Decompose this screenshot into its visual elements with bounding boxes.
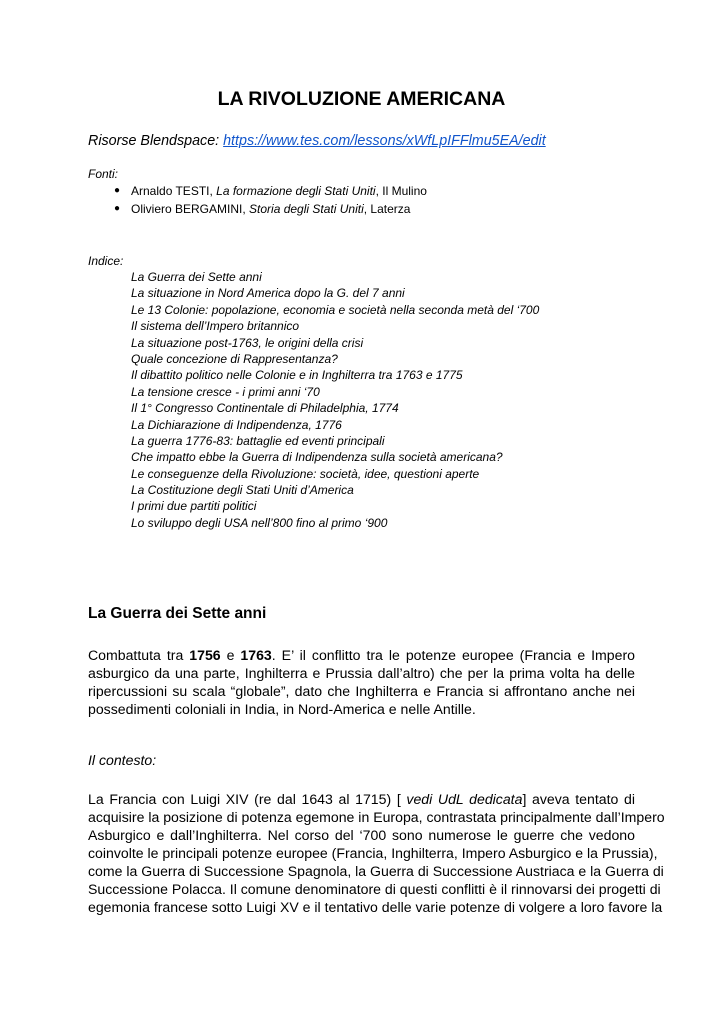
blendspace-link[interactable]: https://www.tes.com/lessons/xWfLpIFFlmu5EA/edit bbox=[223, 133, 546, 149]
bullet-icon: ● bbox=[114, 203, 121, 214]
document-title: LA RIVOLUZIONE AMERICANA bbox=[217, 88, 506, 110]
toc-text: La Costituzione degli Stati Uniti d’America bbox=[131, 483, 354, 498]
toc-text: Le 13 Colonie: popolazione, economia e società nella seconda metà del ‘700 bbox=[131, 302, 540, 317]
source-title: Storia degli Stati Uniti bbox=[249, 202, 364, 216]
paragraph-line: Combattuta tra 1756 e 1763. E’ il conflitto tra le potenze europee (Francia e Impero bbox=[88, 647, 635, 663]
udl-reference: vedi UdL dedicata bbox=[406, 791, 523, 807]
toc-text: La guerra 1776-83: battaglie ed eventi principali bbox=[131, 433, 385, 448]
toc-text: Il sistema dell’Impero britannico bbox=[131, 319, 300, 334]
toc-text: Che impatto ebbe la Guerra di Indipendenza sulla società americana? bbox=[131, 450, 503, 465]
section-heading: La Guerra dei Sette anni bbox=[88, 605, 267, 622]
source-item bbox=[0, 183, 427, 201]
paragraph-context bbox=[88, 790, 665, 916]
toc-text: Le conseguenze della Rivoluzione: società, idee, questioni aperte bbox=[131, 466, 480, 481]
context-subheading: Il contesto: bbox=[88, 752, 157, 768]
paragraph-line: come la Guerra di Successione Spagnola, la Guerra di Successione Austriaca e la Guerra di bbox=[88, 863, 664, 879]
year-end: 1763 bbox=[240, 647, 272, 663]
index-label: Indice: bbox=[88, 254, 124, 268]
source-title: La formazione degli Stati Uniti bbox=[216, 184, 376, 198]
sources-label: Fonti: bbox=[88, 167, 119, 181]
paragraph-line: asburgico da una parte, Inghilterra e Prussia dall’altro) che per la prima volta ha delle bbox=[88, 665, 635, 681]
toc-text: I primi due partiti politici bbox=[131, 499, 257, 514]
source-publisher: , Laterza bbox=[363, 202, 411, 216]
paragraph-intro bbox=[88, 646, 635, 718]
source-author: Arnaldo TESTI, bbox=[131, 184, 217, 198]
paragraph-line: La Francia con Luigi XIV (re dal 1643 al 1715) [ vedi UdL dedicata] aveva tentato di bbox=[88, 791, 635, 807]
year-start: 1756 bbox=[189, 647, 221, 663]
paragraph-line: ripercussioni su scala “globale”, dato che Inghilterra e Francia si affrontano anche nei bbox=[88, 683, 635, 699]
paragraph-line: Asburgico e dall’Inghilterra. Nel corso del ‘700 sono numerose le guerre che vedono bbox=[88, 827, 635, 843]
toc-text: Quale concezione di Rappresentanza? bbox=[131, 351, 338, 366]
bullet-icon: ● bbox=[114, 185, 121, 196]
toc-text: Il dibattito politico nelle Colonie e in Inghilterra tra 1763 e 1775 bbox=[131, 368, 463, 383]
toc-text: La Dichiarazione di Indipendenza, 1776 bbox=[131, 417, 342, 432]
paragraph-line: egemonia francese sotto Luigi XV e il tentativo delle varie potenze di volgere a loro favore la bbox=[88, 899, 663, 915]
source-publisher: , Il Mulino bbox=[375, 184, 427, 198]
toc-text: La situazione in Nord America dopo la G. del 7 anni bbox=[131, 286, 405, 301]
resources-line bbox=[88, 133, 546, 149]
resources-label: Risorse Blendspace: bbox=[88, 133, 224, 149]
sources-list bbox=[0, 183, 427, 219]
toc-text: Lo sviluppo degli USA nell’800 fino al primo ‘900 bbox=[131, 515, 388, 530]
source-author: Oliviero BERGAMINI, bbox=[131, 202, 250, 216]
paragraph-line: coinvolte le principali potenze europee (Francia, Inghilterra, Impero Asburgico e la Prussia), bbox=[88, 845, 658, 861]
toc-text: La situazione post-1763, le origini della crisi bbox=[131, 335, 364, 350]
paragraph-line: acquisire la posizione di potenza egemone in Europa, contrastata principalmente dall’Impero bbox=[88, 809, 665, 825]
toc-text: La Guerra dei Sette anni bbox=[131, 270, 262, 284]
toc-text: Il 1° Congresso Continentale di Philadelphia, 1774 bbox=[131, 401, 399, 416]
paragraph-line: possedimenti coloniali in India, in Nord-America e nelle Antille. bbox=[88, 701, 476, 717]
source-item bbox=[0, 201, 427, 219]
toc-text: La tensione cresce - i primi anni ‘70 bbox=[131, 384, 320, 399]
paragraph-line: Successione Polacca. Il comune denominatore di questi conflitti è il rinnovarsi dei progetti di bbox=[88, 881, 661, 897]
